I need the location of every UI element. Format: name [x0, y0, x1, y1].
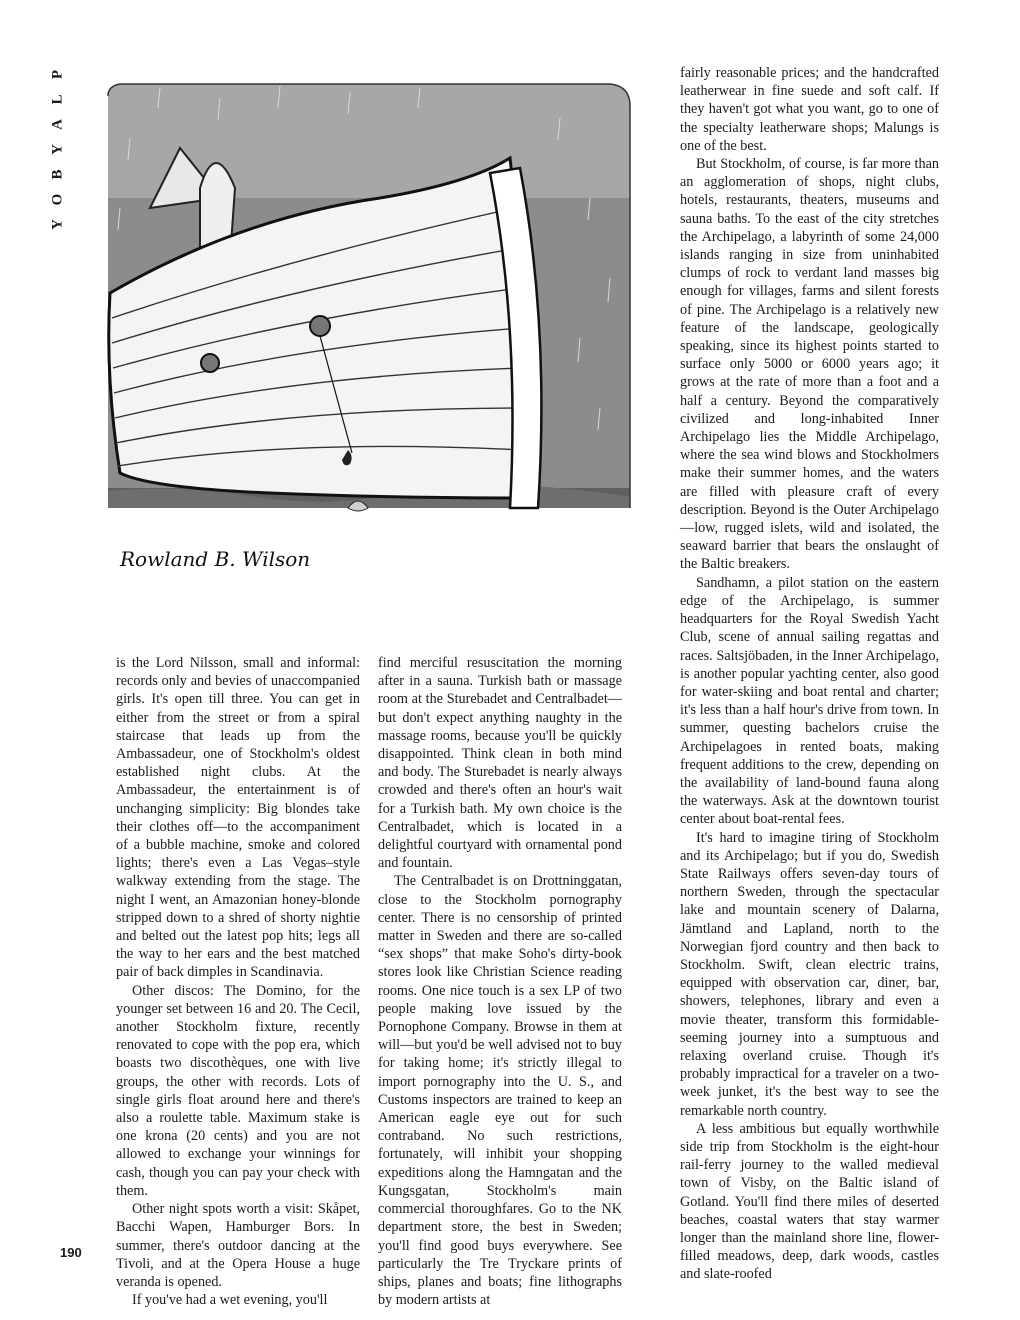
masthead-letter: L [49, 94, 66, 105]
text-column-3 [680, 64, 939, 1284]
masthead-letter: Y [49, 219, 66, 230]
masthead-letter: P [49, 69, 66, 80]
paragraph: find merciful resuscitation the morning after in a sauna. Turkish bath or massage room at the Sturebadet and Centralbadet—but don't expect anything naughty in the massage rooms, because you'll be quickly disappointed. Think clean in both mind and body. The Sturebadet is nearly always crowded and there's often an hour's wait for a Turkish bath. My own choice is the Centralbadet, which is located in a delightful courtyard with ornamental pond and fountain. [378, 655, 622, 872]
paragraph: The Centralbadet is on Drottninggatan, close to the Stockholm pornography center. There is no censorship of printed matter in Sweden and there are so-called “sex shops” that make Soho's dirty-book stores look like Christian Science reading rooms. One nice touch is a sex LP of two people making love issued by the Pornophone Company. Browse in them at will—but you'd be well advised not to buy for taking home; it's strictly illegal to import pornography into the U. S., and Customs inspectors are trained to keep an American eagle eye out for such contraband. No such restrictions, fortunately, will inhibit your shopping expeditions along the Hamngatan and the Kungsgatan, Stockholm's main commercial thoroughfares. Go to the NK department store, the best in Sweden; you'll find good buys everywhere. See particularly the Tre Tryckare prints of ships, planes and boats; fine lithographs by modern artists at [378, 873, 622, 1309]
masthead-letter: Y [49, 144, 66, 155]
masthead-letter: O [49, 193, 66, 206]
cartoon-signature: Rowland B. Wilson [120, 547, 311, 571]
paragraph: A less ambitious but equally worthwhile side trip from Stockholm is the eight-hour rail-ferry journey to the walled medieval town of Visby, on the Baltic island of Gotland. You'll find there miles of deserted beaches, coastal waters that stay warmer longer than the mainland shore line, flower-filled meadows, deep, dark woods, castles and slate-roofed [680, 1120, 939, 1283]
ark-cartoon-drawing [90, 78, 638, 600]
paragraph: Other night spots worth a visit: Skåpet, Bacchi Wapen, Hamburger Bors. In summer, there's outdoor dancing at the Tivoli, and at the Opera House a huge veranda is opened. [116, 1201, 360, 1290]
cartoon-illustration [90, 78, 638, 600]
masthead-letter: B [49, 169, 66, 180]
text-column-1 [116, 654, 360, 1309]
paragraph: If you've had a wet evening, you'll [132, 1292, 328, 1309]
paragraph: But Stockholm, of course, is far more than an agglomeration of shops, night clubs, hotels, restaurants, theaters, museums and sauna baths. To the east of the city stretches the Archipelago, a labyrinth of some 24,000 islands ranging in size from uninhabited clumps of rock to verdant land masses big enough for villages, farms and silent forests of pine. The Archipelago is a relatively new feature of the landscape, geologically speaking, since its highest points started to surface only 5000 or 6000 years ago; it grows at the rate of more than a foot and a half a century. Beyond the comparatively civilized and long-inhabited Inner Archipelago lies the Middle Archipelago, where the sea wind blows and Stockholmers make their summer homes, and the waters are filled with pleasure craft of every description. Beyond is the Outer Archipelago—low, rugged islets, wild and isolated, the seaward barrier that bears the onslaught of the Baltic breakers. [680, 156, 939, 573]
page-number: 190 [60, 1245, 82, 1260]
paragraph: Sandhamn, a pilot station on the eastern edge of the Archipelago, is summer headquarters for the Royal Swedish Yacht Club, scene of annual sailing regattas and races. Saltsjöbaden, in the Inner Archipelago, is another popular yachting center, also good for water-skiing and boat rental and charter; it's less than a half hour's drive from town. In summer, questing bachelors cruise the Archipelagoes in rented boats, making frequent additions to the crew, depending on the availability of land-bound fauna along the waterways. Ask at the downtown tourist center about boat-rental fees. [680, 574, 939, 828]
masthead-letter: A [49, 119, 66, 130]
paragraph: is the Lord Nilsson, small and informal: records only and bevies of unaccompanied girls. It's open till three. You can get in either from the street or from a spiral staircase that leads up from the Ambassadeur, one of Stockholm's oldest established night clubs. At the Ambassadeur, the entertainment is of unchanging simplicity: Big blondes take their clothes off—to the accompaniment of a bubble machine, smoke and colored lights; there's even a Las Vegas–style walkway extending from the stage. The night I went, an Amazonian honey-blonde stripped down to a shred of shorty nightie and belted out the latest pop hits; legs all the way to her ears and the best matched pair of back dimples in Scandinavia. [116, 655, 360, 981]
masthead [49, 62, 74, 237]
paragraph: fairly reasonable prices; and the handcrafted leatherwear in fine suede and soft calf. If they haven't got what you want, go to one of the specialty leatherware shops; Malungs is one of the best. [680, 65, 939, 154]
text-column-2 [378, 654, 622, 1309]
paragraph: It's hard to imagine tiring of Stockholm and its Archipelago; but if you do, Swedish State Railways offers seven-day tours of northern Sweden, through the spectacular lake and mountain scenery of Dalarna, Jämtland and Lapland, north to the Norwegian fjord country and then back to Stockholm. Swift, clean electric trains, equipped with observation car, diner, bar, showers, telephones, library and even a movie theater, transform this formidable-seeming journey into a sumptuous and relaxing overland cruise. Though it's probably impractical for a traveler on a two-week junket, it's the best way to see the remarkable north country. [680, 829, 939, 1119]
paragraph: Other discos: The Domino, for the younger set between 16 and 20. The Cecil, another Stockholm fixture, recently renovated to cope with the pop era, which boasts two discothèques, one with live groups, the other with records. Lots of single girls float around here and there's also a roulette table. Maximum stake is one krona (20 cents) and you are not allowed to exchange your winnings for cash, though you can pay your check with them. [116, 982, 360, 1199]
